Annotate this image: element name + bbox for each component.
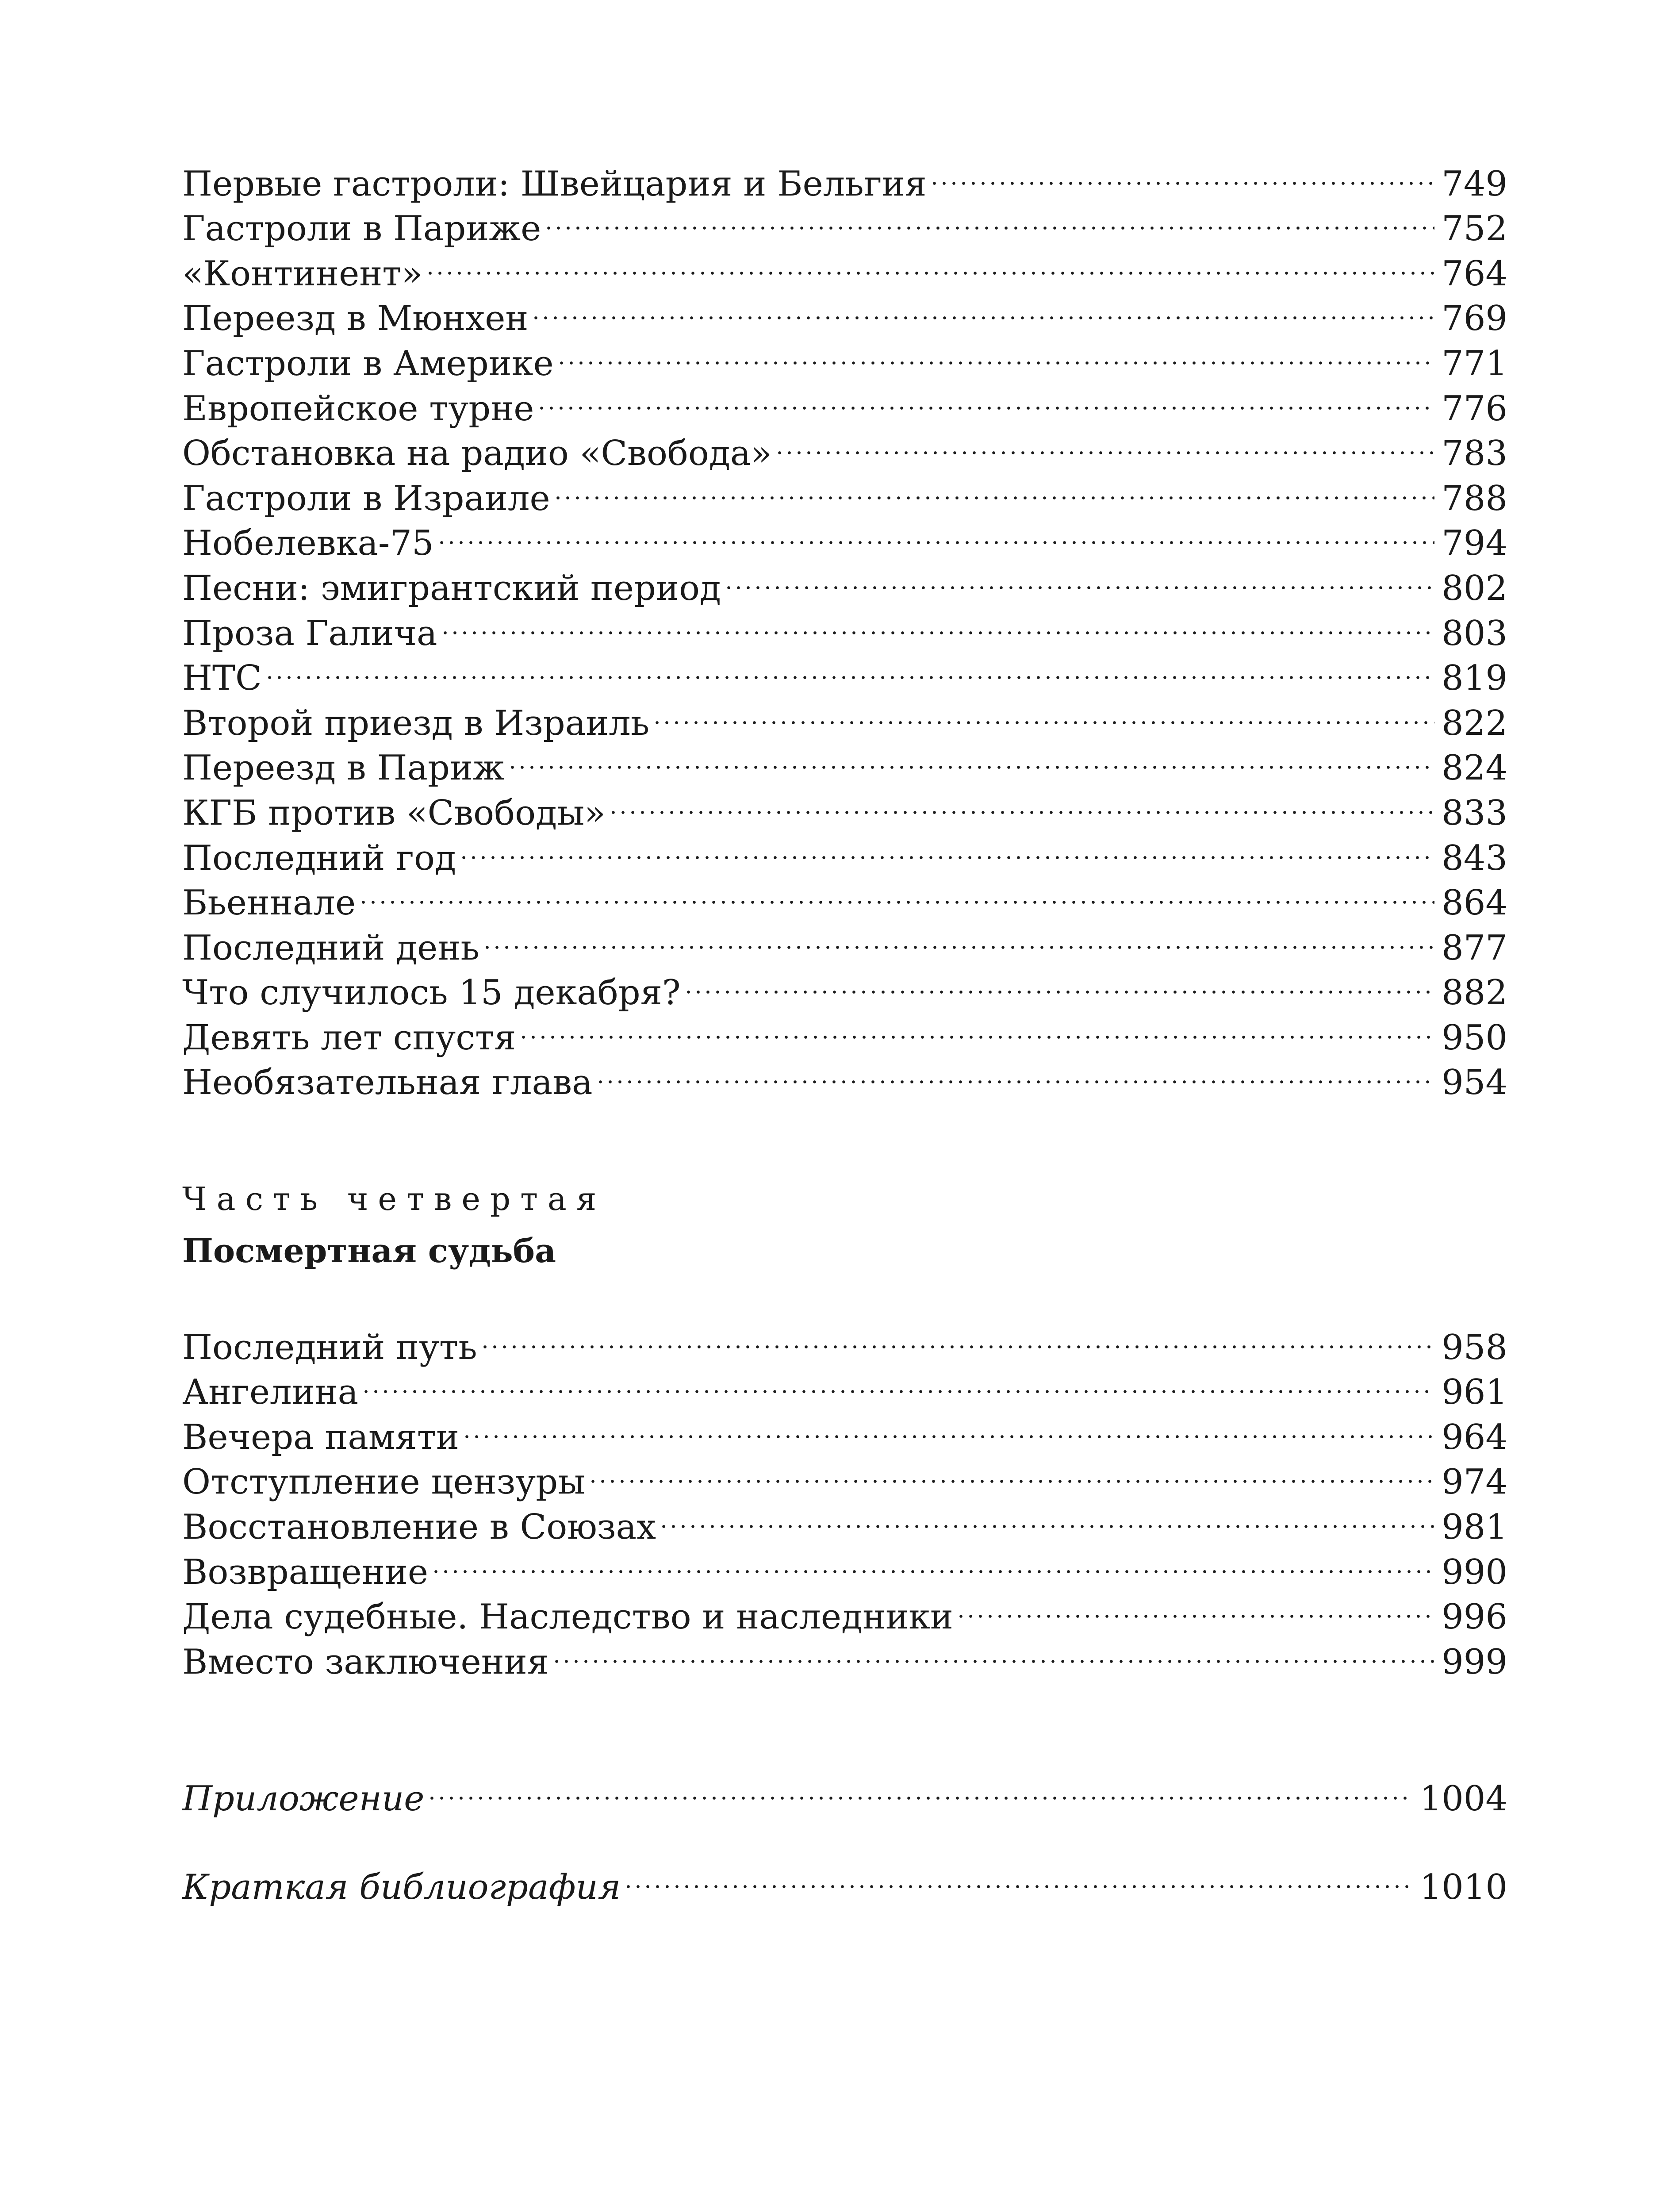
toc-entry-title: Первые гастроли: Швейцария и Бельгия	[182, 162, 933, 207]
toc-entry-title: Второй приезд в Израиль	[182, 701, 656, 746]
toc-entry-title: Последний год	[182, 836, 462, 881]
toc-entry-page: 1004	[1419, 1778, 1507, 1819]
dot-leader	[483, 1314, 1434, 1359]
toc-entry[interactable]	[182, 150, 1507, 204]
toc-entry-page: 961	[1442, 1372, 1507, 1413]
toc-entry-title: Что случилось 15 декабря?	[182, 971, 687, 1016]
toc-entry-page: 788	[1442, 478, 1507, 518]
dot-leader	[591, 1449, 1434, 1494]
toc-entry-title: Песни: эмигрантский период	[182, 566, 727, 611]
toc-entry-title: НТС	[182, 656, 268, 701]
dot-leader	[440, 510, 1435, 555]
dot-leader	[727, 555, 1434, 600]
toc-entry-title: Проза Галича	[182, 611, 444, 657]
toc-entry-page: 964	[1442, 1417, 1507, 1457]
toc-entry[interactable]	[182, 960, 1507, 1013]
dot-leader	[462, 825, 1434, 870]
toc-entry[interactable]	[182, 1584, 1507, 1637]
toc-section-2	[182, 1314, 1507, 1682]
toc-entry-title: Отступление цензуры	[182, 1460, 591, 1505]
toc-entry-title: Девять лет спустя	[182, 1016, 522, 1061]
toc-entry-title: Нобелевка-75	[182, 521, 440, 566]
toc-entry-title: Бьеннале	[182, 881, 362, 926]
toc-entry[interactable]	[182, 1628, 1507, 1682]
dot-leader	[362, 870, 1434, 915]
toc-entry-page: 822	[1442, 703, 1507, 743]
toc-entry[interactable]	[182, 1494, 1507, 1547]
toc-entry-page: 950	[1442, 1018, 1507, 1058]
toc-section-1	[182, 150, 1507, 1103]
toc-entry-page: 958	[1442, 1327, 1507, 1367]
toc-entry[interactable]	[182, 196, 1507, 249]
toc-entry-title: Последний день	[182, 926, 486, 971]
dot-leader	[364, 1359, 1434, 1404]
dot-leader	[627, 1854, 1412, 1899]
dot-leader	[612, 780, 1434, 825]
toc-bibliography	[182, 1854, 1507, 1907]
toc-entry[interactable]	[182, 285, 1507, 339]
toc-entry-title: Ангелина	[182, 1370, 364, 1415]
dot-leader	[534, 285, 1434, 330]
dot-leader	[778, 420, 1434, 465]
toc-entry[interactable]	[182, 735, 1507, 788]
toc-entry-title: Гастроли в Израиле	[182, 476, 556, 522]
toc-entry-title: Возвращение	[182, 1550, 434, 1595]
toc-entry-title: Переезд в Париж	[182, 746, 511, 791]
dot-leader	[555, 1628, 1434, 1674]
dot-leader	[687, 960, 1434, 1005]
dot-leader	[933, 150, 1434, 196]
toc-entry-page: 833	[1442, 793, 1507, 833]
toc-entry[interactable]	[182, 375, 1507, 429]
toc-entry-page: 752	[1442, 209, 1507, 249]
toc-entry[interactable]	[182, 465, 1507, 518]
toc-entry-title: Последний путь	[182, 1325, 483, 1371]
toc-entry-page: 794	[1442, 523, 1507, 564]
toc-entry-page: 824	[1442, 748, 1507, 788]
dot-leader	[486, 914, 1434, 960]
toc-entry-page: 981	[1442, 1507, 1507, 1547]
dot-leader	[560, 330, 1434, 375]
dot-leader	[599, 1049, 1435, 1094]
dot-leader	[434, 1539, 1434, 1584]
toc-entry-page: 819	[1442, 658, 1507, 699]
toc-entry-page: 764	[1442, 253, 1507, 294]
toc-entry[interactable]	[182, 870, 1507, 923]
toc-entry-title: Обстановка на радио «Свобода»	[182, 431, 778, 476]
toc-entry-title: Вместо заключения	[182, 1640, 555, 1685]
toc-entry[interactable]	[182, 914, 1507, 968]
toc-entry-page: 877	[1442, 928, 1507, 968]
toc-entry-title: Вечера памяти	[182, 1415, 465, 1460]
dot-leader	[540, 375, 1434, 420]
dot-leader	[662, 1494, 1434, 1539]
dot-leader	[429, 240, 1434, 285]
toc-entry[interactable]	[182, 1449, 1507, 1502]
dot-leader	[959, 1584, 1434, 1629]
toc-entry-title: Переезд в Мюнхен	[182, 296, 534, 342]
toc-entry-page: 771	[1442, 343, 1507, 384]
toc-entry-title: Восстановление в Союзах	[182, 1505, 662, 1550]
toc-entry-title: Дела судебные. Наследство и наследники	[182, 1595, 959, 1640]
part-title: Посмертная судьба	[182, 1232, 556, 1270]
toc-entry-page: 1010	[1419, 1867, 1507, 1907]
toc-entry[interactable]	[182, 330, 1507, 384]
dot-leader	[268, 645, 1434, 690]
dot-leader	[656, 690, 1434, 735]
toc-entry-page: 954	[1442, 1063, 1507, 1103]
toc-entry-title: Европейское турне	[182, 387, 540, 432]
toc-entry[interactable]	[182, 1359, 1507, 1413]
toc-entry-page: 783	[1442, 434, 1507, 474]
toc-entry[interactable]	[182, 780, 1507, 833]
dot-leader	[547, 196, 1434, 241]
toc-entry-page: 769	[1442, 299, 1507, 339]
toc-entry-page: 996	[1442, 1597, 1507, 1637]
toc-entry-appendix[interactable]	[182, 1765, 1507, 1819]
toc-entry[interactable]	[182, 1004, 1507, 1058]
toc-entry-page: 843	[1442, 838, 1507, 878]
toc-entry-title: Краткая библиография	[182, 1865, 627, 1910]
part-label: Часть четвертая	[182, 1180, 606, 1217]
toc-entry-title: КГБ против «Свободы»	[182, 791, 612, 836]
toc-entry[interactable]	[182, 1404, 1507, 1457]
toc-entry[interactable]	[182, 645, 1507, 699]
toc-entry[interactable]	[182, 555, 1507, 608]
toc-entry-page: 864	[1442, 883, 1507, 923]
toc-entry-page: 749	[1442, 164, 1507, 204]
toc-entry-page: 974	[1442, 1462, 1507, 1502]
toc-entry[interactable]	[182, 420, 1507, 474]
toc-entry[interactable]	[182, 825, 1507, 878]
toc-entry-title: Необязательная глава	[182, 1060, 599, 1106]
dot-leader	[511, 735, 1434, 780]
toc-entry-page: 999	[1442, 1642, 1507, 1682]
toc-entry-page: 776	[1442, 388, 1507, 429]
toc-entry-page: 882	[1442, 973, 1507, 1013]
toc-entry-page: 802	[1442, 568, 1507, 608]
toc-entry[interactable]	[182, 1314, 1507, 1367]
toc-entry[interactable]	[182, 600, 1507, 653]
toc-entry-page: 803	[1442, 613, 1507, 653]
toc-entry[interactable]	[182, 510, 1507, 564]
toc-appendix	[182, 1765, 1507, 1819]
dot-leader	[556, 465, 1435, 510]
toc-entry[interactable]	[182, 690, 1507, 743]
toc-entry-title: Приложение	[182, 1777, 430, 1822]
dot-leader	[522, 1004, 1434, 1049]
dot-leader	[444, 600, 1435, 645]
toc-entry[interactable]	[182, 1539, 1507, 1592]
toc-entry[interactable]	[182, 1049, 1507, 1103]
toc-entry-bibliography[interactable]	[182, 1854, 1507, 1907]
toc-entry-title: Гастроли в Америке	[182, 342, 560, 387]
toc-entry-title: Гастроли в Париже	[182, 207, 547, 252]
toc-entry-page: 990	[1442, 1552, 1507, 1592]
toc-entry-title: «Континент»	[182, 252, 429, 297]
toc-entry[interactable]	[182, 240, 1507, 294]
dot-leader	[465, 1404, 1434, 1449]
dot-leader	[430, 1765, 1412, 1810]
